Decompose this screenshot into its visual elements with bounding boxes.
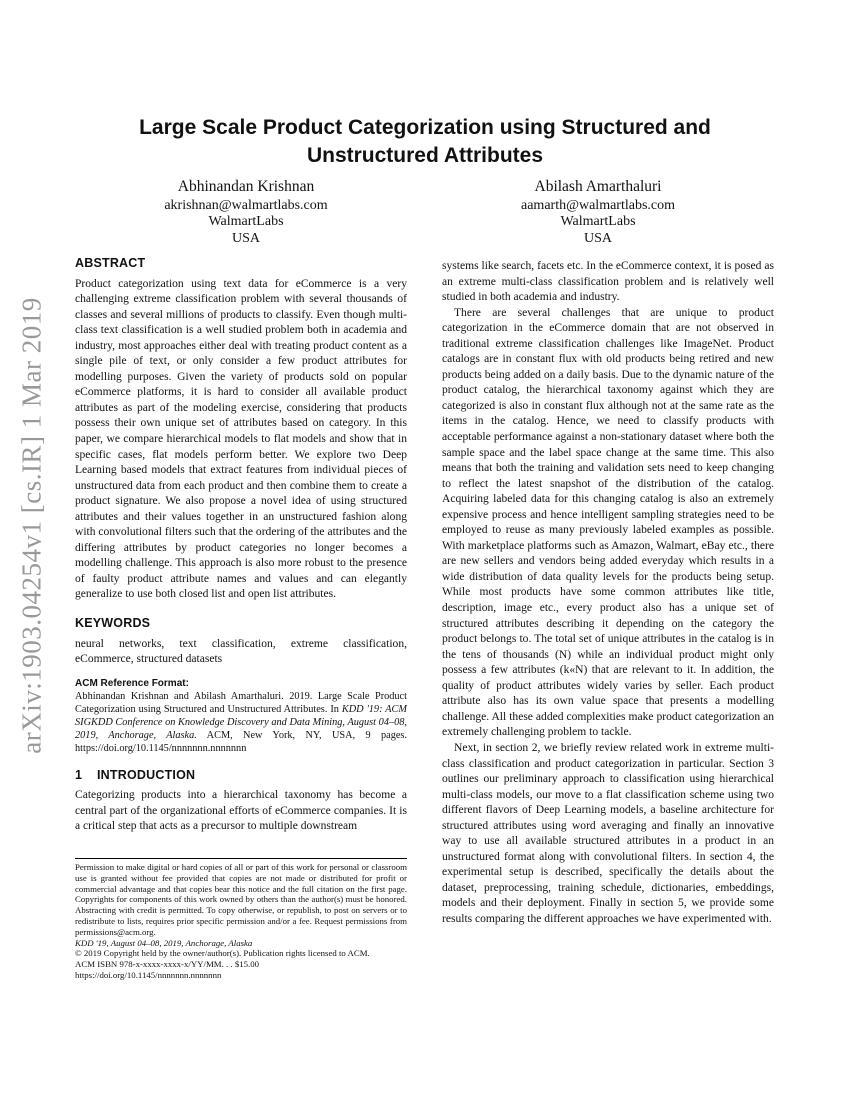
acm-reference-authors: Abhinandan Krishnan and Abilash Amarthaluri. 2019. Large Scale Product Categorization using Structured and Unstructured Attributes. In xyxy=(75,690,407,715)
introduction-heading xyxy=(75,768,407,784)
section-number: 1 xyxy=(75,767,83,782)
keywords-text: neural networks, text classification, extreme classification, eCommerce, structured datasets xyxy=(75,637,407,666)
paper-title-line-2: Unstructured Attributes xyxy=(306,144,544,167)
author-email: akrishnan@walmartlabs.com xyxy=(164,197,328,213)
arxiv-stamp-text: arXiv:1903.04254v1 [cs.IR] 1 Mar 2019 xyxy=(16,296,47,754)
acm-reference-heading: ACM Reference Format: xyxy=(75,677,189,689)
acm-reference-publisher: ACM, New York, NY, USA, 9 pages. https://doi.org/10.1145/nnnnnnn.nnnnnnn xyxy=(75,729,407,754)
introduction-paragraph-1-continued: systems like search, facets etc. In the eCommerce context, it is posed as an extreme multi-class classification problem and is relatively well studied in both academia and industry. xyxy=(442,260,774,304)
introduction-paragraph-3: Next, in section 2, we briefly review related work in extreme multi-class classification and product categorization in particular. Section 3 outlines our preliminary approach to classification using hierarchical multi-class models, our move to a flat classification scheme using two different flavors of Deep Learning models, a baseline architecture for structured attributes using word averaging and finally an innovative way to use all available structured attributes in a product in an unstructured format along with convolutional filters. In section 4, the experimental setup is described, specifically the details about the dataset, preprocessing, training schedule, dictionaries, embeddings, models and their deployment. Finally in section 5, we provide some results comparing the different approaches we have experimented with. xyxy=(442,741,774,925)
author-block-1 xyxy=(106,179,386,247)
right-column xyxy=(442,259,774,928)
author-block-2 xyxy=(458,179,738,247)
author-email: aamarth@walmartlabs.com xyxy=(521,197,675,213)
section-title: INTRODUCTION xyxy=(97,767,196,782)
acm-reference-section xyxy=(75,677,407,755)
acm-reference-text xyxy=(75,690,407,755)
paper-title-line-1: Large Scale Product Categorization using Structured and xyxy=(139,116,711,139)
paper-title xyxy=(80,114,770,170)
author-affiliation: WalmartLabs xyxy=(208,214,284,229)
author-affiliation: WalmartLabs xyxy=(560,214,636,229)
copyright-footnote xyxy=(75,858,407,981)
keywords-section xyxy=(75,616,407,668)
introduction-paragraph-1: Categorizing products into a hierarchical taxonomy has become a central part of the organizational efforts of eCommerce companies. It is a critical step that acts as a precursor to multiple downstream xyxy=(75,789,407,833)
isbn-line: ACM ISBN 978-x-xxxx-xxxx-x/YY/MM. . . $15.00 xyxy=(75,959,260,970)
introduction-paragraph-2: There are several challenges that are unique to product categorization in the eCommerce domain that are not observed in traditional extreme classification challenges like ImageNet. Product catalogs are in constant flux with old products being retired and new products being added on a daily basis. Due to the dynamic nature of the product catalog, the hierarchical taxonomy against which they are categorized is also in constant flux although not at the same rate as the items in the catalog. Hence, we need to classify products with acceptable performance against a non-stationary dataset where both the sample space and the label space change at the same time. This also means that both the training and validation sets need to keep changing to reflect the latest snapshot of the distribution of the catalog. Acquiring labeled data for this changing catalog is also an extremely expensive process and hence intelligent sampling strategies need to be employed to reuse as many previously labeled examples as possible. With marketplace platforms such as Amazon, Walmart, eBay etc., there are new sellers and vendors being added everyday which results in a wide distribution of data quality levels for the products being setup. While most products have some common attributes like title, description, image etc., every product also has a unique set of structured attributes describing it depending on the category the product belongs to. The total set of unique attributes in the catalog is in the tens of thousands (N) while an individual product might only possess a few attributes (k«N) that are relevant to it. In addition, the quality of product attributes widely varies by seller. Each product attribute also has its own value space that presents a modelling challenge. All these added complexities make product categorization an extremely challenging problem to tackle. xyxy=(442,306,774,739)
abstract-heading: ABSTRACT xyxy=(75,256,146,270)
author-name: Abilash Amarthaluri xyxy=(534,178,662,195)
doi-line: https://doi.org/10.1145/nnnnnnn.nnnnnnn xyxy=(75,969,222,980)
permission-text: Permission to make digital or hard copies of all or part of this work for personal or classroom use is granted without fee provided that copies are not made or distributed for profit or commercial advantage and that copies bear this notice and the full citation on the first page. Copyrights for components of this work owned by others than the author(s) must be honored. Abstracting with credit is permitted. To copy otherwise, or republish, to post on servers or to redistribute to lists, requires prior specific permission and/or a fee. Request permissions from permissions@acm.org. xyxy=(75,862,407,937)
author-country: USA xyxy=(583,230,612,246)
acm-reference-venue: KDD '19: ACM SIGKDD Conference on Knowledge Discovery and Data Mining, August 04–08, 2019, Anchorage, Alaska. xyxy=(75,703,407,741)
conference-line: KDD '19, August 04–08, 2019, Anchorage, Alaska xyxy=(75,937,253,948)
introduction-section xyxy=(75,768,407,835)
abstract-text: Product categorization using text data for eCommerce is a very challenging extreme classification problem with several thousands of classes and several millions of products to classify. Even though multi-class text classification is a well studied problem both in academia and industry, most approaches either deal with treating product content as a single pile of text, or only consider a few product attributes for modelling purposes. Given the variety of products sold on popular eCommerce platforms, it is hard to consider all available product attributes as part of the modeling exercise, considering that products possess their own unique set of attributes based on category. In this paper, we compare hierarchical models to flat models and show that in specific cases, flat models perform better. We explore two Deep Learning based models that extract features from individual pieces of unstructured data from each product and then combine them to create a product signature. We also propose a novel idea of using structured attributes and their values together in an unstructured fashion along with convolutional filters such that the ordering of the attributes and the differing attributes by product categories no longer becomes a modelling challenge. This approach is also more robust to the presence of faulty product attribute names and values and can elegantly generalize to use both closed list and open list attributes. xyxy=(75,277,407,601)
abstract-section xyxy=(75,256,407,603)
author-country: USA xyxy=(231,230,260,246)
keywords-heading: KEYWORDS xyxy=(75,616,151,631)
left-column xyxy=(75,256,407,835)
copyright-line: © 2019 Copyright held by the owner/author(s). Publication rights licensed to ACM. xyxy=(75,948,370,959)
author-name: Abhinandan Krishnan xyxy=(177,178,315,195)
arxiv-stamp xyxy=(10,290,54,760)
